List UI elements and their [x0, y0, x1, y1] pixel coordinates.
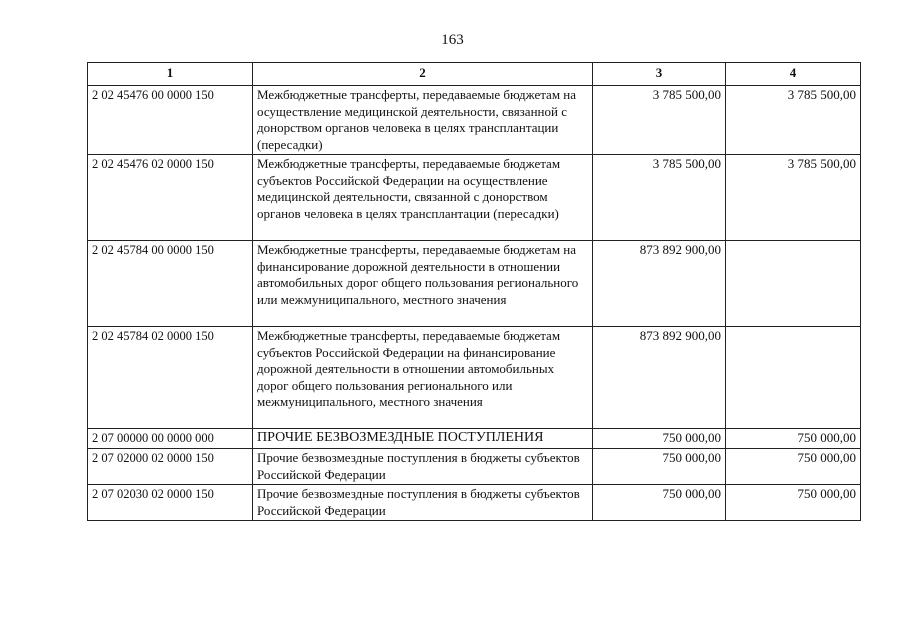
row-name: Прочие безвозмездные поступления в бюджеты субъектов Российской Федерации: [253, 485, 593, 521]
row-amount-1: 873 892 900,00: [593, 327, 726, 429]
header-amount-1: 3: [593, 63, 726, 86]
table-row: [88, 327, 861, 429]
row-name: ПРОЧИЕ БЕЗВОЗМЕЗДНЫЕ ПОСТУПЛЕНИЯ: [253, 429, 593, 449]
row-name: Межбюджетные трансферты, передаваемые бюджетам на осуществление медицинской деятельности, связанной с донорством органов человека в целях трансплантации (пересадки): [253, 86, 593, 155]
row-amount-2: 750 000,00: [726, 429, 861, 449]
row-code: 2 02 45784 02 0000 150: [88, 327, 253, 429]
row-name: Межбюджетные трансферты, передаваемые бюджетам на финансирование дорожной деятельности в отношении автомобильных дорог общего пользования регионального или межмуниципального, местного значения: [253, 241, 593, 327]
row-code: 2 07 02000 02 0000 150: [88, 449, 253, 485]
row-amount-2: [726, 241, 861, 327]
row-amount-2: [726, 327, 861, 429]
table-row: [88, 241, 861, 327]
row-amount-2: 750 000,00: [726, 485, 861, 521]
table-row: [88, 485, 861, 521]
header-name: 2: [253, 63, 593, 86]
table-row: [88, 449, 861, 485]
row-name: Межбюджетные трансферты, передаваемые бюджетам субъектов Российской Федерации на осуществление медицинской деятельности, связанной с донорством органов человека в целях трансплантации (пересадки): [253, 155, 593, 241]
row-amount-1: 750 000,00: [593, 485, 726, 521]
row-code: 2 02 45784 00 0000 150: [88, 241, 253, 327]
page-number: 163: [441, 32, 464, 48]
row-code: 2 02 45476 02 0000 150: [88, 155, 253, 241]
table-row: [88, 429, 861, 449]
row-amount-1: 3 785 500,00: [593, 155, 726, 241]
row-amount-2: 3 785 500,00: [726, 155, 861, 241]
header-amount-2: 4: [726, 63, 861, 86]
row-amount-1: 3 785 500,00: [593, 86, 726, 155]
table-row: [88, 86, 861, 155]
row-name: Межбюджетные трансферты, передаваемые бюджетам субъектов Российской Федерации на финансирование дорожной деятельности в отношении автомобильных дорог общего пользования регионального или межмуниципального, местного значения: [253, 327, 593, 429]
row-amount-1: 750 000,00: [593, 429, 726, 449]
row-code: 2 07 00000 00 0000 000: [88, 429, 253, 449]
row-amount-2: 750 000,00: [726, 449, 861, 485]
row-name: Прочие безвозмездные поступления в бюджеты субъектов Российской Федерации: [253, 449, 593, 485]
row-code: 2 07 02030 02 0000 150: [88, 485, 253, 521]
row-code: 2 02 45476 00 0000 150: [88, 86, 253, 155]
row-amount-2: 3 785 500,00: [726, 86, 861, 155]
table-header-row: [88, 63, 861, 86]
header-code: 1: [88, 63, 253, 86]
row-amount-1: 750 000,00: [593, 449, 726, 485]
budget-table: [87, 62, 861, 521]
row-amount-1: 873 892 900,00: [593, 241, 726, 327]
table-row: [88, 155, 861, 241]
